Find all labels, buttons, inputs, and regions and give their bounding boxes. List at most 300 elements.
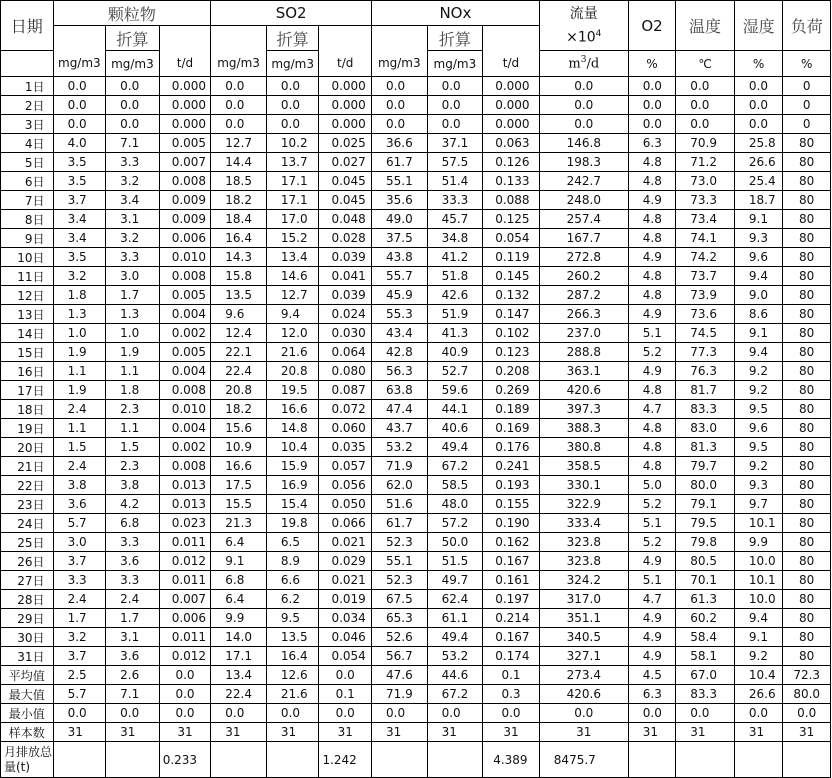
table-cell: 52.7 [427,362,483,381]
table-cell: 287.2 [539,286,628,305]
table-cell: 51.5 [427,552,483,571]
table-cell: 3.5 [53,172,106,191]
table-cell: 12.7 [266,286,319,305]
table-cell: 330.1 [539,476,628,495]
table-cell: 55.1 [372,172,428,191]
table-cell: 43.8 [372,248,428,267]
table-cell: 50.0 [427,533,483,552]
row-label: 29日 [1,609,54,628]
table-cell: 63.8 [372,381,428,400]
table-cell: 9.4 [734,609,783,628]
table-cell: 0.3 [483,685,540,704]
table-cell: 51.6 [372,495,428,514]
table-cell: 3.2 [106,172,160,191]
monthly-so2-total: 1.242 [319,742,372,778]
table-cell: 0.000 [319,77,372,96]
monthly-total-label: 月排放总量(t) [1,742,54,778]
table-cell: 3.8 [106,476,160,495]
row-label: 11日 [1,267,54,286]
table-cell: 80.0 [783,685,831,704]
table-cell: 0.0 [628,96,676,115]
table-cell: 1.0 [106,324,160,343]
table-cell: 4.9 [628,628,676,647]
table-cell: 0.056 [319,476,372,495]
table-cell: 9.6 [734,419,783,438]
table-cell: 80 [783,609,831,628]
table-cell: 57.2 [427,514,483,533]
row-label: 22日 [1,476,54,495]
table-cell: 80 [783,457,831,476]
table-row [1,96,831,115]
table-cell: 44.1 [427,400,483,419]
table-cell: 0.0 [53,704,106,723]
table-cell: 9.0 [734,286,783,305]
monthly-pm-total: 0.233 [159,742,211,778]
table-cell: 3.0 [53,533,106,552]
table-cell: 0.0 [211,115,267,134]
table-cell: 52.6 [372,628,428,647]
table-cell: 0.0 [159,685,211,704]
table-cell: 0.057 [319,457,372,476]
unit-pm-converted-mg: mg/m3 [106,51,160,77]
table-cell: 0.088 [483,191,540,210]
table-cell: 288.8 [539,343,628,362]
table-cell: 0 [783,96,831,115]
table-row [1,495,831,514]
table-cell: 0.0 [211,704,267,723]
table-row [1,191,831,210]
table-cell: 9.5 [734,438,783,457]
row-label: 最小值 [1,704,54,723]
table-cell [266,742,319,778]
header-load: 负荷 [783,1,831,51]
table-cell: 0.0 [372,115,428,134]
table-cell: 4.2 [106,495,160,514]
table-cell: 0.0 [53,96,106,115]
table-row [1,609,831,628]
table-cell: 51.9 [427,305,483,324]
table-cell: 6.4 [211,590,267,609]
table-cell: 9.5 [734,400,783,419]
table-cell: 4.7 [628,400,676,419]
table-cell: 15.9 [266,457,319,476]
table-cell: 9.2 [734,381,783,400]
table-cell: 0.214 [483,609,540,628]
table-cell: 388.3 [539,419,628,438]
table-cell: 10.0 [734,552,783,571]
unit-pm-mg: mg/m3 [53,51,106,77]
table-cell: 2.4 [53,400,106,419]
table-cell: 3.3 [106,571,160,590]
table-cell: 0.000 [483,115,540,134]
table-cell: 266.3 [539,305,628,324]
table-cell: 67.0 [676,666,735,685]
header-flow-scale: ×10 [566,30,596,46]
table-row [1,248,831,267]
table-cell: 0.011 [159,628,211,647]
table-cell: 5.0 [628,476,676,495]
table-cell: 61.7 [372,153,428,172]
table-cell: 9.9 [734,533,783,552]
table-row [1,381,831,400]
table-cell: 45.9 [372,286,428,305]
table-cell: 1.1 [53,419,106,438]
table-cell: 260.2 [539,267,628,286]
table-cell: 22.4 [211,362,267,381]
table-cell: 0.0 [628,115,676,134]
table-cell: 56.7 [372,647,428,666]
table-cell: 0.174 [483,647,540,666]
table-cell: 3.3 [53,571,106,590]
table-cell: 1.1 [53,362,106,381]
row-label: 25日 [1,533,54,552]
table-cell: 0.0 [676,704,735,723]
table-cell: 0.064 [319,343,372,362]
table-cell: 0.241 [483,457,540,476]
table-cell: 420.6 [539,685,628,704]
table-cell: 0.0 [427,704,483,723]
table-cell: 4.8 [628,419,676,438]
table-cell: 80 [783,476,831,495]
stats-row [1,723,831,742]
table-cell: 6.6 [266,571,319,590]
table-cell [372,742,428,778]
table-cell: 4.8 [628,457,676,476]
table-cell: 12.7 [211,134,267,153]
table-cell: 0.010 [159,248,211,267]
table-cell: 80 [783,286,831,305]
table-cell: 4.9 [628,191,676,210]
table-cell: 60.2 [676,609,735,628]
table-cell: 0.030 [319,324,372,343]
table-cell: 49.4 [427,628,483,647]
table-cell: 0.011 [159,533,211,552]
table-cell: 61.1 [427,609,483,628]
row-label: 21日 [1,457,54,476]
table-cell: 18.5 [211,172,267,191]
table-cell: 0.133 [483,172,540,191]
table-cell: 73.4 [676,210,735,229]
table-cell: 80 [783,343,831,362]
table-cell: 80 [783,210,831,229]
table-cell: 16.9 [266,476,319,495]
table-cell: 4.9 [628,647,676,666]
table-cell: 9.5 [266,609,319,628]
table-cell: 0.039 [319,248,372,267]
table-cell: 2.4 [106,590,160,609]
row-label: 最大值 [1,685,54,704]
table-cell: 56.3 [372,362,428,381]
table-cell: 1.5 [106,438,160,457]
table-cell: 7.1 [106,134,160,153]
table-cell [106,742,160,778]
table-cell: 0.123 [483,343,540,362]
table-cell: 0.0 [628,704,676,723]
table-cell: 58.4 [676,628,735,647]
table-cell: 6.3 [628,685,676,704]
table-cell: 333.4 [539,514,628,533]
table-cell: 31 [734,723,783,742]
table-cell: 51.8 [427,267,483,286]
table-cell: 0.050 [319,495,372,514]
table-cell: 0.0 [427,77,483,96]
table-cell: 0.000 [159,96,211,115]
table-cell: 15.8 [211,267,267,286]
table-cell: 0.125 [483,210,540,229]
table-cell: 26.6 [734,685,783,704]
table-cell: 1.7 [106,609,160,628]
table-cell: 41.2 [427,248,483,267]
table-cell: 80 [783,267,831,286]
table-cell: 397.3 [539,400,628,419]
table-cell: 0.0 [734,96,783,115]
table-cell: 22.1 [211,343,267,362]
table-cell: 31 [211,723,267,742]
table-cell: 4.8 [628,381,676,400]
table-row [1,419,831,438]
row-label: 13日 [1,305,54,324]
header-blank [1,51,54,77]
row-label: 1日 [1,77,54,96]
table-cell: 0.010 [159,400,211,419]
header-blank [372,26,428,51]
table-cell: 10.0 [734,590,783,609]
table-cell: 21.6 [266,685,319,704]
table-cell: 4.9 [628,305,676,324]
table-cell: 9.6 [211,305,267,324]
row-label: 7日 [1,191,54,210]
table-cell: 79.8 [676,533,735,552]
table-cell: 14.8 [266,419,319,438]
table-cell: 20.8 [266,362,319,381]
table-cell: 272.8 [539,248,628,267]
table-cell: 62.0 [372,476,428,495]
table-cell: 77.3 [676,343,735,362]
monthly-flow-total: 8475.7 [539,742,628,778]
header-flow-exp: 4 [595,29,602,40]
table-row [1,324,831,343]
table-cell: 80 [783,134,831,153]
unit-load: % [783,51,831,77]
table-cell: 1.5 [53,438,106,457]
header-temperature: 温度 [676,1,735,51]
table-cell: 52.3 [372,533,428,552]
row-label: 24日 [1,514,54,533]
stats-row [1,666,831,685]
table-cell: 62.4 [427,590,483,609]
row-label: 19日 [1,419,54,438]
table-cell: 80 [783,590,831,609]
header-pm-converted: 折算 [106,26,160,51]
row-label: 样本数 [1,723,54,742]
table-cell: 3.7 [53,191,106,210]
table-row [1,267,831,286]
table-row [1,77,831,96]
table-cell: 4.7 [628,590,676,609]
unit-flow [539,51,628,77]
table-cell: 0.041 [319,267,372,286]
table-cell: 0.009 [159,191,211,210]
table-cell: 31 [319,723,372,742]
table-cell: 0.0 [427,115,483,134]
table-cell: 0.005 [159,343,211,362]
table-cell: 5.7 [53,514,106,533]
table-cell: 33.3 [427,191,483,210]
table-cell: 0.0 [106,96,160,115]
table-cell: 13.4 [211,666,267,685]
table-cell: 0.023 [159,514,211,533]
monthly-nox-total: 4.389 [483,742,540,778]
table-row [1,647,831,666]
table-cell: 15.2 [266,229,319,248]
table-cell [53,742,106,778]
table-cell: 9.1 [734,324,783,343]
table-cell: 6.3 [628,134,676,153]
table-row [1,552,831,571]
table-cell: 4.9 [628,552,676,571]
header-humidity: 湿度 [734,1,783,51]
table-cell: 5.7 [53,685,106,704]
table-cell: 79.5 [676,514,735,533]
table-cell: 83.3 [676,685,735,704]
table-cell: 73.6 [676,305,735,324]
table-cell: 0.046 [319,628,372,647]
table-cell: 0.0 [539,96,628,115]
table-cell: 81.3 [676,438,735,457]
table-cell: 0.000 [483,96,540,115]
table-cell: 0.0 [372,96,428,115]
monthly-total-row [1,742,831,778]
table-cell: 8.6 [734,305,783,324]
table-cell: 0.006 [159,229,211,248]
table-cell: 0.087 [319,381,372,400]
table-row [1,115,831,134]
table-cell: 3.7 [53,647,106,666]
table-cell: 3.7 [53,552,106,571]
table-cell: 323.8 [539,552,628,571]
table-cell: 1.9 [53,381,106,400]
table-cell: 3.2 [53,628,106,647]
table-cell: 0.208 [483,362,540,381]
table-cell: 80 [783,400,831,419]
table-cell: 9.1 [734,210,783,229]
table-cell: 0.000 [319,96,372,115]
table-cell: 0.025 [319,134,372,153]
table-cell: 17.0 [266,210,319,229]
table-cell: 3.6 [106,552,160,571]
header-blank [159,26,211,51]
table-cell: 0 [783,77,831,96]
table-cell: 22.4 [211,685,267,704]
table-cell: 0.004 [159,362,211,381]
table-cell: 80 [783,191,831,210]
table-cell: 0.006 [159,609,211,628]
table-cell: 80 [783,628,831,647]
table-cell: 0.0 [266,96,319,115]
table-cell: 49.4 [427,438,483,457]
table-cell: 1.0 [53,324,106,343]
table-row [1,590,831,609]
table-cell: 0.0 [53,115,106,134]
table-cell: 0.0 [266,704,319,723]
table-cell: 0.072 [319,400,372,419]
table-cell: 0.0 [734,77,783,96]
table-cell: 73.7 [676,267,735,286]
table-cell: 0.000 [319,115,372,134]
table-cell: 3.2 [53,267,106,286]
table-cell: 0.0 [734,115,783,134]
table-cell: 3.8 [53,476,106,495]
table-cell: 0.008 [159,172,211,191]
table-cell: 0.147 [483,305,540,324]
table-cell: 1.1 [106,362,160,381]
table-cell: 61.7 [372,514,428,533]
table-cell: 19.5 [266,381,319,400]
table-cell: 14.6 [266,267,319,286]
table-cell: 0.024 [319,305,372,324]
table-cell: 80.5 [676,552,735,571]
table-cell: 73.3 [676,191,735,210]
table-cell: 14.4 [211,153,267,172]
table-cell: 80 [783,438,831,457]
stats-row [1,685,831,704]
table-cell: 0.0 [319,704,372,723]
table-cell: 0.161 [483,571,540,590]
table-cell: 4.8 [628,286,676,305]
table-cell: 323.8 [539,533,628,552]
table-cell: 0.0 [106,115,160,134]
table-cell: 0.019 [319,590,372,609]
table-cell: 0.1 [483,666,540,685]
table-cell: 420.6 [539,381,628,400]
table-cell: 6.5 [266,533,319,552]
table-cell: 0 [783,115,831,134]
unit-pm-td: t/d [159,51,211,77]
stats-rows [1,666,831,742]
table-cell: 4.8 [628,267,676,286]
table-row [1,438,831,457]
table-cell: 0.054 [483,229,540,248]
table-cell: 3.4 [53,229,106,248]
table-cell: 3.6 [53,495,106,514]
table-cell: 80 [783,229,831,248]
table-row [1,533,831,552]
table-cell: 79.7 [676,457,735,476]
table-cell: 9.3 [734,476,783,495]
table-cell: 2.3 [106,457,160,476]
table-cell: 10.1 [734,571,783,590]
table-cell: 4.8 [628,438,676,457]
row-label: 5日 [1,153,54,172]
table-cell: 67.2 [427,457,483,476]
table-cell: 13.7 [266,153,319,172]
table-cell: 0.119 [483,248,540,267]
table-cell: 0.007 [159,153,211,172]
table-cell: 0.0 [211,77,267,96]
table-cell: 248.0 [539,191,628,210]
table-cell: 0.0 [483,704,540,723]
table-cell: 6.8 [106,514,160,533]
table-cell: 3.4 [53,210,106,229]
unit-humidity: % [734,51,783,77]
header-blank [211,26,267,51]
table-cell: 4.8 [628,229,676,248]
table-cell: 0.080 [319,362,372,381]
table-cell: 18.2 [211,400,267,419]
table-cell: 0.0 [427,96,483,115]
table-cell [211,742,267,778]
table-cell: 0.004 [159,419,211,438]
